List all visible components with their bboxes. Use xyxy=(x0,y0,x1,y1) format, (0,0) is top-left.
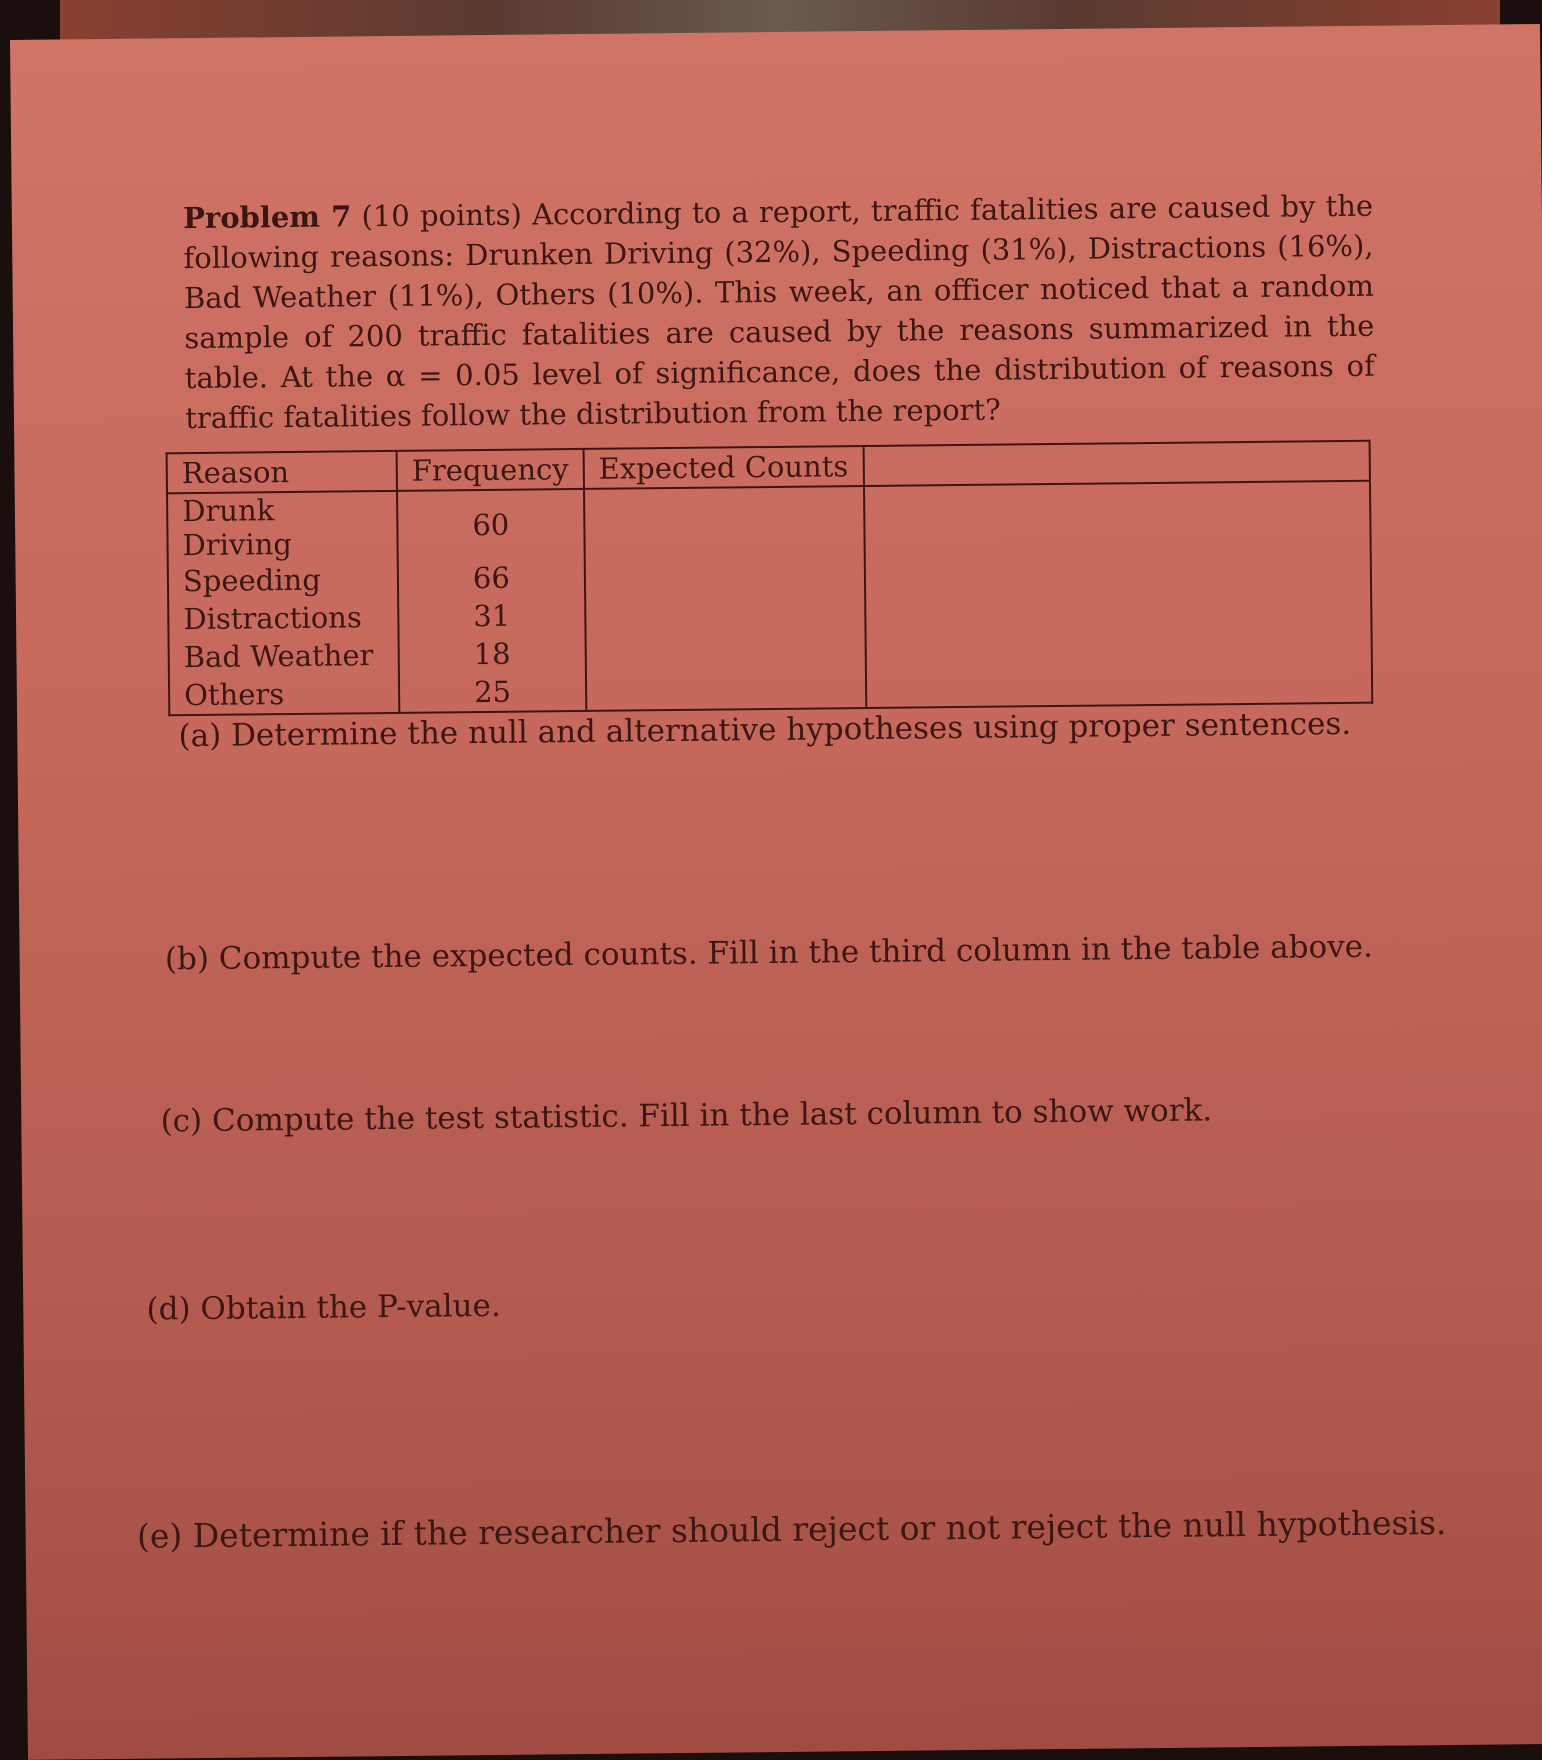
expected-cell xyxy=(586,669,866,711)
work-cell xyxy=(866,664,1373,708)
problem-statement xyxy=(183,186,1375,438)
frequency-cell: 66 xyxy=(398,558,585,598)
frequency-table xyxy=(166,440,1374,717)
frequency-cell: 60 xyxy=(397,489,585,560)
expected-cell xyxy=(585,593,865,634)
header-expected: Expected Counts xyxy=(583,446,863,489)
reason-cell: Distractions xyxy=(168,598,398,638)
part-e: (e) Determine if the researcher should reject or not reject the null hypothesis. xyxy=(136,1502,1447,1556)
work-cell xyxy=(865,588,1372,631)
problem-text: (10 points) According to a report, traffic fatalities are caused by the following reasons: Drunken Driving (32%), Speeding (31%), Distractions (16%), Bad Weather (11%), Others (10%). This week, an officer noticed that a random sample of 200 traffic fatalities are caused by the reasons summarized in the table. At the α = 0.05 level of significance, does the distribution of reasons of traffic fatalities follow the distribution from the report? xyxy=(183,188,1375,436)
part-b: (b) Compute the expected counts. Fill in the third column in the table above. xyxy=(164,928,1374,978)
header-blank xyxy=(863,441,1370,486)
work-cell xyxy=(865,550,1372,593)
expected-cell xyxy=(585,555,865,596)
expected-cell xyxy=(585,631,865,672)
frequency-cell: 31 xyxy=(398,596,585,636)
part-d: (d) Obtain the P-value. xyxy=(146,1287,501,1328)
frequency-cell: 18 xyxy=(399,634,586,674)
frequency-cell: 25 xyxy=(399,672,586,713)
problem-title: Problem 7 xyxy=(182,199,352,236)
work-cell xyxy=(865,626,1372,669)
work-cell xyxy=(864,481,1371,555)
reason-cell: Drunk Driving xyxy=(167,491,398,562)
reason-cell: Others xyxy=(169,674,399,715)
table-row xyxy=(167,481,1371,563)
header-reason: Reason xyxy=(167,451,397,493)
expected-cell xyxy=(584,486,865,558)
reason-cell: Bad Weather xyxy=(169,636,399,676)
header-frequency: Frequency xyxy=(397,449,584,491)
reason-cell: Speeding xyxy=(168,560,398,600)
part-c: (c) Compute the test statistic. Fill in the last column to show work. xyxy=(160,1092,1213,1140)
part-a: (a) Determine the null and alternative hypotheses using proper sentences. xyxy=(178,705,1352,755)
